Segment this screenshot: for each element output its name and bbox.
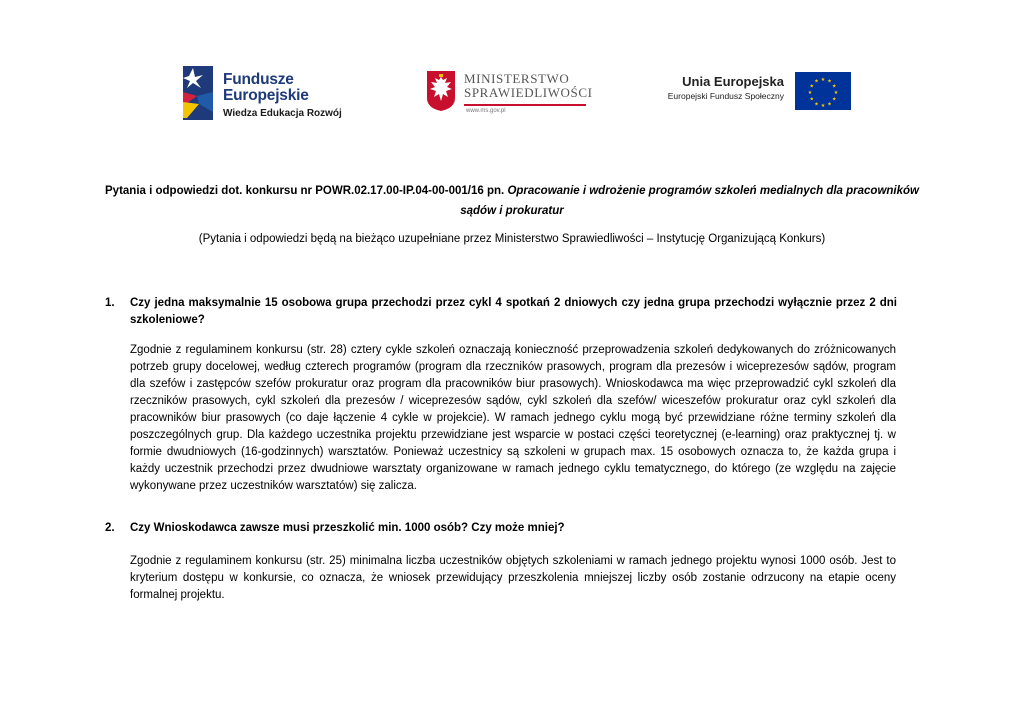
svg-text:★: ★ [832,83,837,90]
fe-line1: Fundusze [223,71,294,88]
question-2 [105,520,897,537]
eu-flag-icon [795,72,851,110]
svg-text:★: ★ [827,101,832,108]
ms-line1: MINISTERSTWO [464,71,570,86]
title-italic-part: Opracowanie i wdrożenie programów szkoleń medialnych dla pracowników sądów i prokuratur [460,185,919,217]
ms-line2: SPRAWIEDLIWOŚCI [464,85,593,100]
title-bold-part: Pytania i odpowiedzi dot. konkursu nr POWR.02.17.00-IP.04-00-001/16 pn. [105,185,505,197]
svg-text:★: ★ [814,101,819,108]
question-text: Czy Wnioskodawca zawsze musi przeszkolić min. 1000 osób? Czy może mniej? [130,522,565,534]
question-1 [105,295,897,329]
svg-text:★: ★ [809,83,814,90]
polish-eagle-emblem-icon [426,70,456,112]
unia-europejska-logo [667,72,851,110]
svg-text:★: ★ [820,103,826,109]
answer-2: Zgodnie z regulaminem konkursu (str. 25) minimalna liczba uczestników objętych szkoleniami w ramach jednego projektu wynosi 1000 osób. Jest to kryterium dostępu w konkursie, co oznacza, że wniosek przewidujący przeszkolenia mniejszej liczby osób zostanie odrzucony na etapie oceny formalnej projektu. [130,555,896,601]
document-title [100,181,924,221]
answer-1: Zgodnie z regulaminem konkursu (str. 28) cztery cykle szkoleń oznaczają konieczność przeprowadzenia szkoleń dedykowanych do zróżnicowanych potrzeb grupy docelowej, według czterech programów (program dla rzeczników prasowych, program dla prezesów i wiceprezesów sądów, program dla szefów i zastępców szefów prokuratur oraz program dla pracowników biur prasowych). Wnioskodawca ma więc przeprowadzić cykl szkoleń dla rzeczników prasowych, cykl szkoleń dla prezesów / wiceprezesów sądów, cykl szkoleń dla szefów/ wiceszefów prokuratur oraz cykl szkoleń dla pracowników biur prasowych (co daje łączenie 4 cykle w projekcie). W ramach jednego cyklu mogą być przewidziane różne terminy szkoleń dla poszczególnych grup. Dla każdego uczestnika projektu przewidziane jest wsparcie w postaci części teoretycznej (e-learning) oraz praktycznej tj. w formie dwudniowych (16-godzinnych) warsztatów. Ponieważ uczestnicy są szkoleni w grupach max. 15 osobowych oznacza to, że każda grupa i każdy uczestnik przechodzi przez dwudniowe warsztaty organizowane w ramach jednego cyklu tematycznego, do którego (ze względu na zajęcie wykonywane przez uczestników warsztatów) się zalicza. [130,344,896,492]
fundusze-europejskie-star-icon [183,66,213,120]
ministerstwo-text [464,72,593,100]
svg-text:★: ★ [827,78,832,85]
svg-text:★: ★ [820,77,826,83]
svg-text:★: ★ [832,96,837,103]
question-number: 2. [105,522,115,534]
fundusze-europejskie-text [223,72,342,122]
svg-text:★: ★ [833,90,839,96]
question-text: Czy jedna maksymalnie 15 osobowa grupa przechodzi przez cykl 4 spotkań 2 dniowych czy jedna grupa przechodzi wyłącznie przez 2 dni szkoleniowe? [130,297,897,326]
svg-text:★: ★ [807,90,813,96]
svg-text:★: ★ [809,96,814,103]
document-subtitle: (Pytania i odpowiedzi będą na bieżąco uzupełniane przez Ministerstwo Sprawiedliwości – Instytucję Organizującą Konkurs) [198,233,826,245]
ministerstwo-sprawiedliwosci-logo [426,70,596,122]
fundusze-europejskie-logo [183,66,353,122]
ministerstwo-red-rule [464,104,586,106]
eu-line1: Unia Europejska [682,74,784,89]
unia-europejska-text [667,74,784,102]
ministerstwo-url: www.ms.gov.pl [466,108,506,114]
fe-line3: Wiedza Edukacja Rozwój [223,108,342,119]
fe-line2: Europejskie [223,87,309,104]
eu-line2: Europejski Fundusz Społeczny [667,91,784,101]
svg-text:★: ★ [814,78,819,85]
question-number: 1. [105,297,115,309]
